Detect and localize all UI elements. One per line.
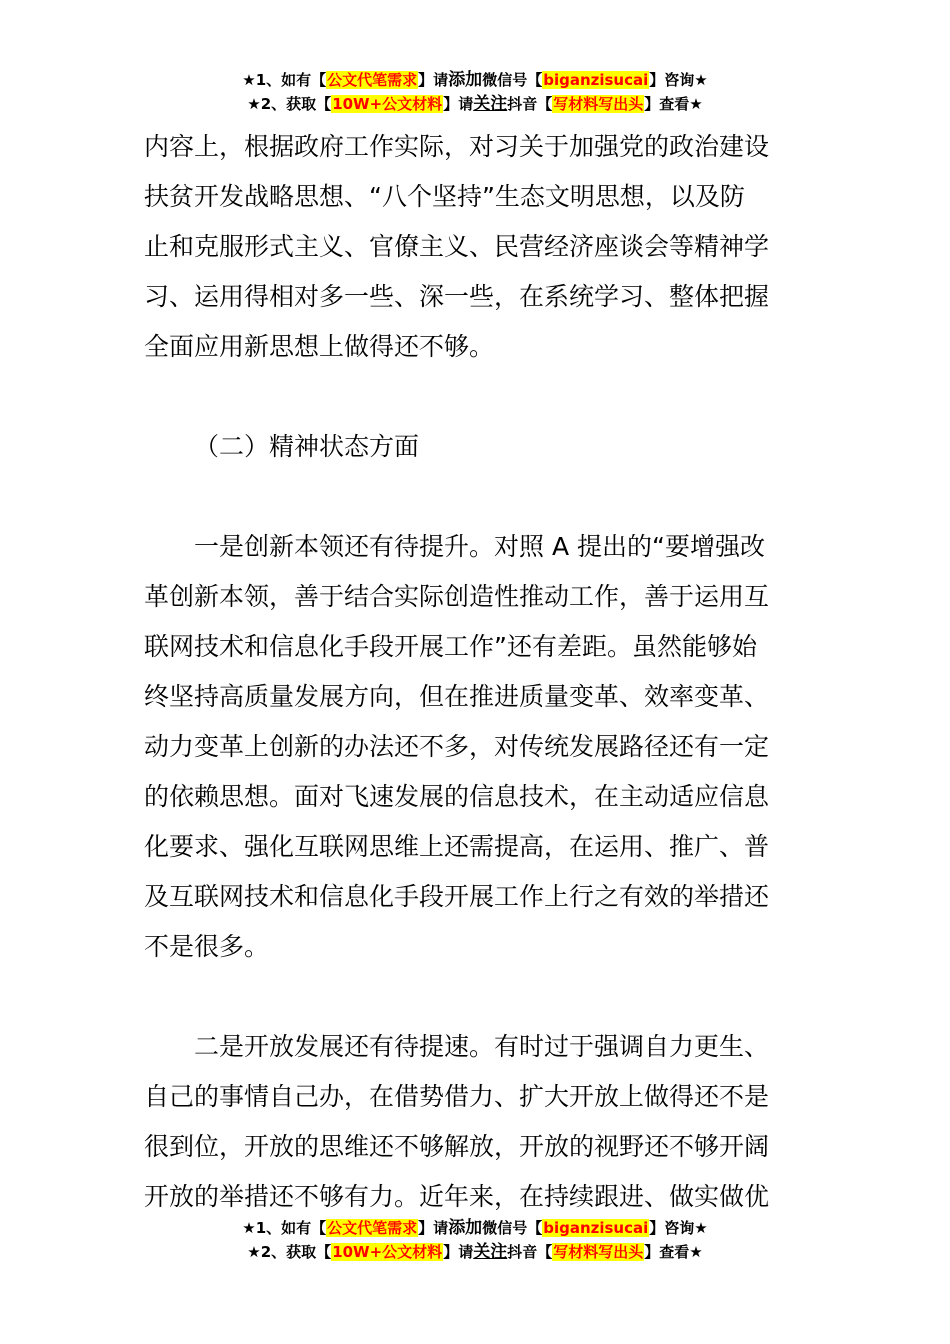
body-line: 扶贫开发战略思想、“八个坚持”生态文明思想，以及防	[144, 182, 745, 211]
banner-line-1: ★1、如有【公文代笔需求】请添加微信号【biganzisucai】咨询★	[242, 70, 708, 90]
body-line: 止和克服形式主义、官僚主义、民营经济座谈会等精神学	[144, 232, 770, 261]
body-line: 联网技术和信息化手段开展工作”还有差距。虽然能够始	[144, 632, 757, 661]
section-heading: （二）精神状态方面	[194, 432, 420, 461]
banner-line-2: ★2、获取【10W+公文材料】请关注抖音【写材料写出头】查看★	[247, 94, 703, 114]
body-line: 二是开放发展还有待提速。有时过于强调自力更生、	[194, 1032, 770, 1061]
banner-highlight: 10W+公文材料	[332, 1243, 443, 1261]
body-line: 很到位，开放的思维还不够解放，开放的视野还不够开阔	[144, 1132, 770, 1161]
body-line: 不是很多。	[144, 932, 270, 961]
body-line: 一是创新本领还有待提升。对照 A 提出的“要增强改	[194, 532, 765, 561]
body-line: 革创新本领，善于结合实际创造性推动工作，善于运用互	[144, 582, 770, 611]
banner-highlight: biganzisucai	[543, 71, 649, 89]
body-line: 全面应用新思想上做得还不够。	[144, 332, 495, 361]
banner-line-1: ★1、如有【公文代笔需求】请添加微信号【biganzisucai】咨询★	[242, 1218, 708, 1238]
body-line: 动力变革上创新的办法还不多，对传统发展路径还有一定	[144, 732, 770, 761]
banner-highlight: 写材料写出头	[553, 1243, 644, 1261]
banner-highlight: biganzisucai	[543, 1219, 649, 1237]
header-banner	[0, 68, 950, 116]
body-line: 自己的事情自己办，在借势借力、扩大开放上做得还不是	[144, 1082, 770, 1111]
banner-highlight: 公文代笔需求	[327, 1219, 418, 1237]
body-line: 内容上，根据政府工作实际，对习关于加强党的政治建设	[144, 132, 770, 161]
banner-highlight: 10W+公文材料	[332, 95, 443, 113]
body-line: 终坚持高质量发展方向，但在推进质量变革、效率变革、	[144, 682, 770, 711]
body-line: 开放的举措还不够有力。近年来，在持续跟进、做实做优	[144, 1182, 770, 1211]
document-body	[144, 122, 808, 1222]
banner-highlight: 公文代笔需求	[327, 71, 418, 89]
body-line: 习、运用得相对多一些、深一些，在系统学习、整体把握	[144, 282, 770, 311]
body-line: 化要求、强化互联网思维上还需提高，在运用、推广、普	[144, 832, 770, 861]
body-line: 的依赖思想。面对飞速发展的信息技术，在主动适应信息	[144, 782, 770, 811]
footer-banner	[0, 1216, 950, 1264]
banner-highlight: 写材料写出头	[553, 95, 644, 113]
banner-line-2: ★2、获取【10W+公文材料】请关注抖音【写材料写出头】查看★	[247, 1242, 703, 1262]
body-line: 及互联网技术和信息化手段开展工作上行之有效的举措还	[144, 882, 770, 911]
